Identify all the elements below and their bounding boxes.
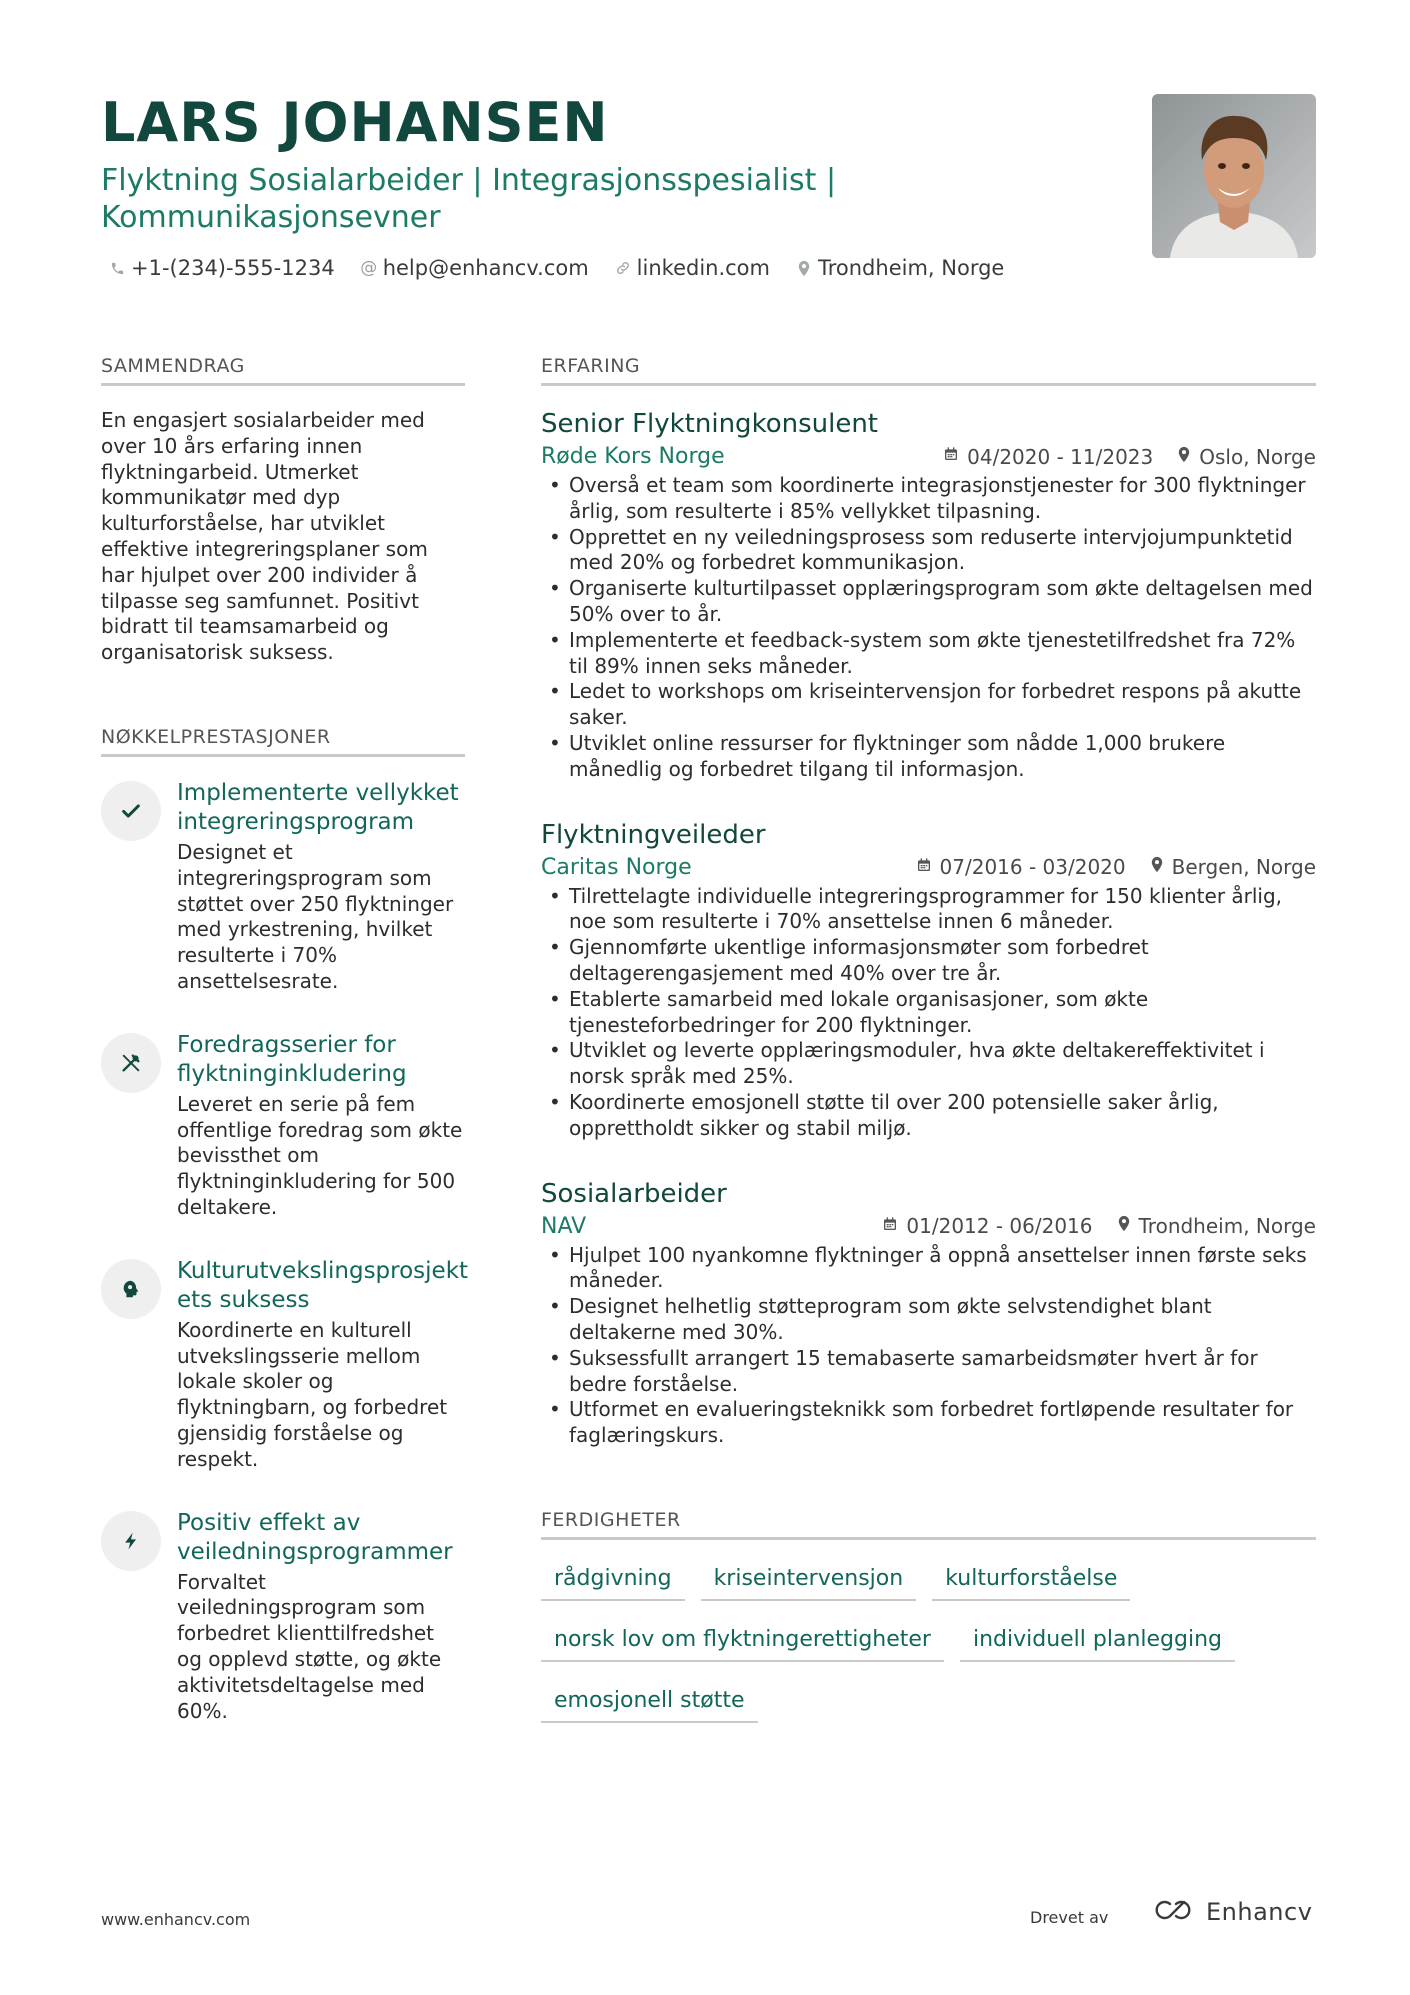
achievement-item [101,779,465,995]
calendar-icon [882,1216,898,1237]
job-bullet: • Koordinerte emosjonell støtte til over 200 potensielle saker årlig, opprettholdt sikker og stabil miljø. [541,1090,1316,1142]
achievements-section [101,726,469,1724]
job-bullet: • Suksessfullt arrangert 15 temabaserte samarbeidsmøter hvert år for bedre forståelse. [541,1346,1316,1398]
phone-icon [109,261,125,276]
calendar-icon [916,857,932,878]
candidate-headline: Flyktning Sosialarbeider | Integrasjonsspesialist | Kommunikasjonsevner [101,163,837,235]
achievement-title: Positiv effekt av veiledningsprogrammer [177,1509,453,1565]
profile-photo [1152,94,1316,258]
job-title: Senior Flyktningkonsulent [541,409,878,439]
footer-powered-by: Drevet av [1030,1908,1109,1927]
job-entry [541,408,1316,783]
tools-icon [101,1033,161,1093]
location-pin-icon [1117,1215,1131,1237]
job-bullet: • Organiserte kulturtilpasset opplæringsprogram som økte deltagelsen med 50% over to år. [541,576,1316,628]
company-name: Caritas Norge [541,854,692,880]
job-bullet: • Etablerte samarbeid med lokale organisasjoner, som økte tjenesteforbedringer for 200 flyktninger. [541,987,1316,1039]
left-column [101,355,469,1723]
job-bullet: • Utviklet og leverte opplæringsmoduler, hva økte deltakereffektivitet i norsk språk med 25%. [541,1038,1316,1090]
achievement-desc: Leveret en serie på fem offentlige foredrag som økte bevissthet om flyktninginkludering for 500 deltakere. [177,1091,463,1219]
email-text: help@enhancv.com [382,256,589,280]
achievement-item [101,1509,465,1725]
achievement-title: Foredragsserier for flyktninginkludering [177,1031,407,1087]
skill-tag: rådgivning [541,1560,685,1601]
location-text: Trondheim, Norge [817,256,1005,280]
footer-url[interactable]: www.enhancv.com [101,1910,251,1929]
footer-brand[interactable] [1150,1898,1312,1926]
skills-list [541,1560,1316,1723]
experience-heading: ERFARING [541,355,1316,386]
footer-brand-text: Enhancv [1206,1898,1313,1926]
achievement-desc: Koordinerte en kulturell utvekslingsserie mellom lokale skoler og flyktningbarn, og forbedret gjensidig forståelse og respekt. [177,1317,448,1471]
job-bullet: • Utformet en evalueringsteknikk som forbedret fortløpende resultater for faglæringskurs. [541,1397,1316,1449]
skills-section [541,1509,1316,1723]
job-dates: 04/2020 - 11/2023 [967,444,1154,469]
location-pin-icon [1177,446,1191,468]
job-title: Flyktningveileder [541,819,766,850]
job-bullet: • Hjulpet 100 nyankomne flyktninger å oppnå ansettelser innen første seks måneder. [541,1243,1316,1295]
phone-text: +1-(234)-555-1234 [131,256,335,280]
achievements-heading: NØKKELPRESTASJONER [101,726,465,757]
experience-section [541,355,1316,1449]
contact-location [796,256,1004,280]
job-entry [541,1178,1316,1449]
achievement-title: Implementerte vellykket integreringsprogram [177,780,459,835]
job-location: Trondheim, Norge [1138,1214,1316,1239]
job-bullet: • Ledet to workshops om kriseintervensjon for forbedret respons på akutte saker. [541,679,1316,731]
skill-tag: emosjonell støtte [541,1682,758,1723]
linkedin-text: linkedin.com [636,256,770,280]
job-bullet: • Tilrettelagte individuelle integreringsprogrammer for 150 klienter årlig, noe som resulterte i 70% ansettelse innen 6 måneder. [541,884,1316,936]
skill-tag: kulturforståelse [932,1560,1130,1601]
job-bullet: • Utviklet online ressurser for flyktninger som nådde 1,000 brukere månedlig og forbedret tilgang til informasjon. [541,731,1316,783]
enhancv-logo-icon [1150,1898,1196,1926]
job-bullets [541,1243,1316,1449]
at-icon: @ [360,258,378,278]
job-location: Bergen, Norge [1171,855,1316,880]
skill-tag: norsk lov om flyktningerettigheter [541,1621,944,1662]
location-pin-icon [796,260,812,277]
job-bullet: • Designet helhetlig støtteprogram som økte selvstendighet blant deltakerne med 30%. [541,1294,1316,1346]
contact-linkedin[interactable] [615,256,770,280]
skill-tag: kriseintervensjon [701,1560,917,1601]
achievement-item [101,1031,465,1221]
achievement-item [101,1257,469,1473]
resume-header [101,90,1151,280]
skills-heading: FERDIGHETER [541,1509,1316,1540]
company-name: NAV [541,1213,587,1239]
summary-heading: SAMMENDRAG [101,355,465,386]
job-location: Oslo, Norge [1199,444,1316,469]
company-name: Røde Kors Norge [541,444,725,469]
summary-section [101,355,465,666]
job-title: Sosialarbeider [541,1178,727,1209]
job-bullet: • Overså et team som koordinerte integrasjonstjenester for 300 flyktninger årlig, som resulterte i 85% vellykket tilpasning. [541,473,1316,525]
job-dates: 07/2016 - 03/2020 [939,855,1126,880]
candidate-name: LARS JOHANSEN [101,91,609,154]
job-bullets [541,473,1316,783]
job-dates: 01/2012 - 06/2016 [906,1214,1093,1239]
job-bullet: • Gjennomførte ukentlige informasjonsmøter som forbedret deltagerengasjement med 40% over tre år. [541,935,1316,987]
achievement-title: Kulturutvekslingsprosjekt ets suksess [177,1257,469,1313]
right-column [541,355,1316,1723]
location-pin-icon [1150,856,1164,878]
link-icon [615,260,631,276]
achievement-desc: Designet et integreringsprogram som støttet over 250 flyktninger med yrkestrening, hvilket resulterte i 70% ansettelsesrate. [177,840,454,993]
job-bullet: • Opprettet en ny veiledningsprosess som reduserte intervjojumpunktetid med 20% og forbedret kommunikasjon. [541,525,1316,577]
check-icon [101,781,161,841]
calendar-icon [943,446,959,467]
skill-tag: individuell planlegging [960,1621,1235,1662]
contact-phone[interactable] [109,256,335,280]
achievement-desc: Forvaltet veiledningsprogram som forbedret klienttilfredshet og opplevd støtte, og økte aktivitetsdeltagelse med 60%. [177,1569,442,1723]
summary-text: En engasjert sosialarbeider med over 10 års erfaring innen flyktningarbeid. Utmerket kommunikatør med dyp kulturforståelse, har utviklet effektive integreringsplaner som har hjulpet over 200 individer å tilpasse seg samfunnet. Positivt bidratt til teamsamarbeid og organisatorisk suksess. [101,408,428,665]
head-icon [101,1259,161,1319]
job-bullets [541,884,1316,1142]
contact-email[interactable] [361,256,589,280]
lightning-icon [101,1511,161,1571]
contact-row [109,256,1151,280]
job-bullet: • Implementerte et feedback-system som økte tjenestetilfredshet fra 72% til 89% innen seks måneder. [541,628,1316,680]
job-entry [541,819,1316,1142]
